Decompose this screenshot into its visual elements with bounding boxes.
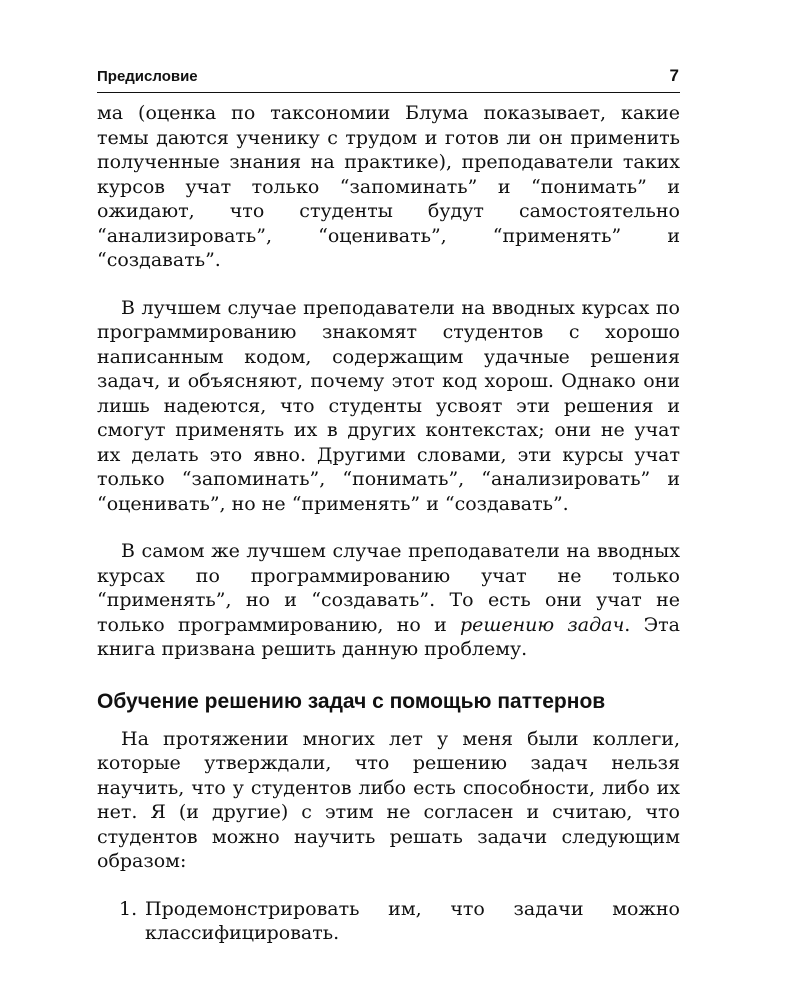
paragraph-2: В лучшем случае преподаватели на вводных курсах по программированию знакомят студентов с хорошо написанным кодом, содержащим удачные решения задач, и объясняют, почему этот код хорош. Однако они лишь надеются, что студенты усвоят эти решения и смогут применять их в других контекстах; они не учат их делать это явно. Другими словами, эти курсы учат только “запоминать”, “понимать”, “анализировать” и “оценивать”, но не “применять” и “создавать”. [97,296,680,515]
paragraph-3 [97,539,680,662]
running-header [97,66,680,93]
book-page [97,66,680,946]
section-heading: Обучение решению задач с помощью паттернов [97,689,606,713]
page-number: 7 [669,66,679,85]
section-title: Предисловие [97,68,198,85]
emphasis-problem-solving: решению задач [460,613,625,636]
list-item-text: Продемонстрировать им, что задачи можно классифицировать. [145,897,680,944]
list-item [97,897,680,946]
paragraph-3-text-start: В самом же лучшем случае преподаватели на вводных курсах по программированию учат не только “применять”, но и “создавать”. То есть они учат не только программированию, но и [97,540,680,636]
paragraph-3-text-end: . Эта книга призвана решить данную проблему. [97,613,680,660]
paragraph-4: На протяжении многих лет у меня были коллеги, которые утверждали, что решению задач нельзя научить, что у студентов либо есть способности, либо их нет. Я (и другие) с этим не согласен и считаю, что студентов можно научить решать задачи следующим образом: [97,727,680,872]
paragraph-1: ма (оценка по таксономии Блума показывает, какие темы даются ученику с трудом и готов ли он применить полученные знания на практике), преподаватели таких курсов учат только “запоминать” и “понимать” и ожидают, что студенты будут самостоятельно “анализировать”, “оценивать”, “применять” и “создавать”. [97,102,680,271]
list-item-number: 1. [119,897,138,920]
